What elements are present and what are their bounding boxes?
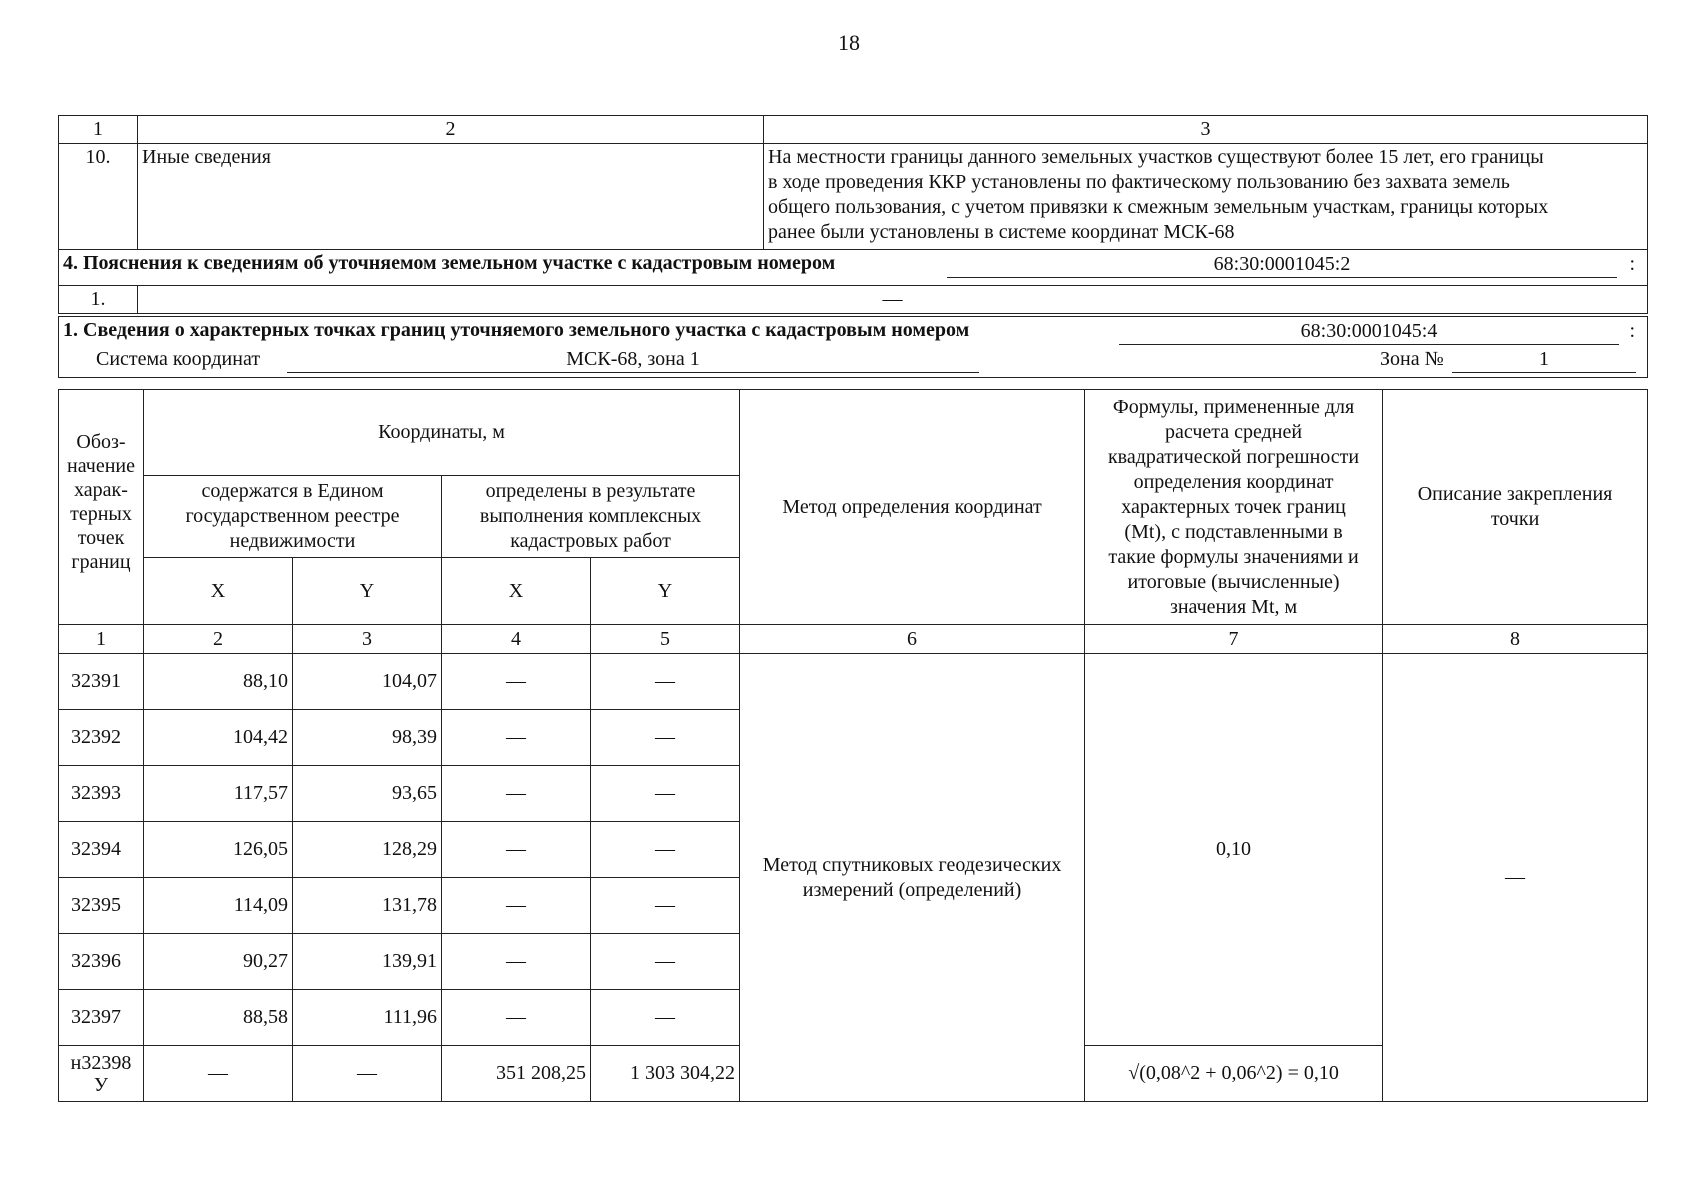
- zone-value: 1: [1452, 347, 1636, 373]
- row-10-line: На местности границы данного земельных участков существуют более 15 лет, его границы: [768, 146, 1544, 168]
- y-kkr-value: —: [591, 990, 740, 1046]
- x-kkr-value: —: [442, 878, 591, 934]
- section-4-cadastral-number: 68:30:0001045:2: [947, 252, 1617, 278]
- section-4-heading: [59, 250, 1648, 286]
- designation-header-line: точек: [77, 527, 125, 549]
- y-kkr-value: —: [591, 822, 740, 878]
- x-kkr-value: —: [442, 822, 591, 878]
- col-number-2: 2: [138, 116, 764, 144]
- section-4-row-1: [59, 286, 1648, 316]
- x-egrn-value: 90,27: [144, 934, 293, 990]
- section-4-row-number: 1.: [59, 286, 138, 316]
- info-header-row: [59, 116, 1648, 144]
- y-kkr-value: —: [591, 766, 740, 822]
- point-number: 32393: [59, 766, 144, 822]
- mt-value: 0,10: [1085, 654, 1383, 1046]
- x-kkr-value: —: [442, 990, 591, 1046]
- formulas-header-line: квадратической погрешности: [1107, 445, 1360, 468]
- point-number: 32395: [59, 878, 144, 934]
- points-table: [58, 389, 1648, 1102]
- description-header-line: точки: [1490, 508, 1540, 530]
- col-number-1: 1: [59, 625, 144, 654]
- y-kkr-value: 1 303 304,22: [591, 1046, 740, 1102]
- x-egrn-value: 114,09: [144, 878, 293, 934]
- point-number: 32392: [59, 710, 144, 766]
- formulas-header-line: Формулы, примененные для: [1112, 395, 1355, 418]
- col-number-6: 6: [740, 625, 1085, 654]
- point-number: 32394: [59, 822, 144, 878]
- section-1-heading: [59, 315, 1648, 377]
- method-value-line: Метод спутниковых геодезических: [762, 853, 1062, 876]
- x-kkr-value: —: [442, 710, 591, 766]
- formulas-header: [1085, 390, 1383, 625]
- kkr-header-line: выполнения комплексных: [479, 505, 702, 527]
- row-10-value: [764, 144, 1648, 250]
- section-4-row-value: —: [138, 286, 1648, 316]
- col-number-7: 7: [1085, 625, 1383, 654]
- info-table: [58, 115, 1648, 378]
- egrn-header: [144, 476, 442, 558]
- x-kkr-value: —: [442, 766, 591, 822]
- section-4-title: 4. Пояснения к сведениям об уточняемом земельном участке с кадастровым номером: [63, 252, 836, 274]
- description-header: [1383, 390, 1648, 625]
- point-number: 32397: [59, 990, 144, 1046]
- y-egrn-value: 139,91: [293, 934, 442, 990]
- description-header-line: Описание закрепления: [1417, 483, 1613, 505]
- col-number-3: 3: [293, 625, 442, 654]
- col-number-4: 4: [442, 625, 591, 654]
- designation-header-line: начение: [67, 455, 135, 477]
- table-row: [59, 654, 1648, 710]
- designation-header-line: границ: [71, 551, 131, 573]
- y-kkr-value: —: [591, 934, 740, 990]
- formulas-header-line: определения координат: [1133, 470, 1334, 493]
- x-kkr-value: 351 208,25: [442, 1046, 591, 1102]
- coordinate-system-value: МСК-68, зона 1: [287, 347, 979, 373]
- x-egrn-value: 88,58: [144, 990, 293, 1046]
- formulas-header-line: такие формулы значениями и: [1108, 545, 1359, 568]
- coordinates-header: Координаты, м: [144, 390, 740, 476]
- y-egrn-value: 104,07: [293, 654, 442, 710]
- col-number-3: 3: [764, 116, 1648, 144]
- y-egrn-header: Y: [293, 558, 442, 625]
- egrn-header-line: недвижимости: [229, 530, 356, 552]
- method-header: Метод определения координат: [740, 390, 1085, 625]
- page-number: 18: [838, 30, 860, 55]
- x-egrn-value: 88,10: [144, 654, 293, 710]
- kkr-header-line: кадастровых работ: [510, 530, 671, 552]
- x-egrn-value: 126,05: [144, 822, 293, 878]
- x-egrn-value: —: [144, 1046, 293, 1102]
- row-10-label: Иные сведения: [138, 144, 764, 250]
- point-number: 32396: [59, 934, 144, 990]
- section-1-heading-row: [59, 315, 1648, 377]
- y-egrn-value: 93,65: [293, 766, 442, 822]
- y-egrn-value: 111,96: [293, 990, 442, 1046]
- row-10-number: 10.: [59, 144, 138, 250]
- y-egrn-value: —: [293, 1046, 442, 1102]
- designation-header-line: терных: [70, 503, 132, 525]
- formulas-header-line: значения Mt, м: [1169, 595, 1298, 618]
- zone-label: Зона №: [1380, 348, 1444, 370]
- designation-header: [59, 390, 144, 625]
- y-kkr-value: —: [591, 710, 740, 766]
- section-1-cadastral-number: 68:30:0001045:4: [1119, 319, 1619, 345]
- x-kkr-value: —: [442, 654, 591, 710]
- section-4-colon: :: [1629, 253, 1635, 275]
- point-number: н32398 У: [59, 1046, 144, 1102]
- row-10-line: ранее были установлены в системе координат МСК-68: [768, 221, 1235, 243]
- points-header-row-1: [59, 390, 1648, 476]
- point-number: 32391: [59, 654, 144, 710]
- col-number-5: 5: [591, 625, 740, 654]
- mt-formula: √(0,08^2 + 0,06^2) = 0,10: [1085, 1046, 1383, 1102]
- egrn-header-line: содержатся в Едином: [201, 480, 384, 502]
- row-10-line: общего пользования, с учетом привязки к смежным земельным участкам, границы которых: [768, 196, 1549, 218]
- section-4-heading-row: [59, 250, 1648, 286]
- formulas-header-line: расчета средней: [1164, 420, 1303, 443]
- row-10-line: в ходе проведения ККР установлены по фактическому пользованию без захвата земель: [768, 171, 1510, 193]
- x-kkr-header: X: [442, 558, 591, 625]
- kkr-header: [442, 476, 740, 558]
- kkr-header-line: определены в результате: [485, 480, 696, 502]
- formulas-header-line: итоговые (вычисленные): [1127, 570, 1340, 593]
- y-kkr-value: —: [591, 878, 740, 934]
- method-value: [740, 654, 1085, 1102]
- col-number-1: 1: [59, 116, 138, 144]
- y-kkr-header: Y: [591, 558, 740, 625]
- coordinate-system-line: [63, 347, 1643, 374]
- egrn-header-line: государственном реестре: [185, 505, 400, 527]
- designation-header-line: Обоз-: [76, 431, 126, 453]
- description-value: —: [1383, 654, 1648, 1102]
- row-10: [59, 144, 1648, 250]
- designation-header-line: харак-: [74, 479, 128, 501]
- formulas-header-line: характерных точек границ: [1121, 495, 1346, 518]
- method-value-line: измерений (определений): [802, 878, 1022, 901]
- col-number-8: 8: [1383, 625, 1648, 654]
- section-1-title: 1. Сведения о характерных точках границ уточняемого земельного участка с кадастровым номером: [63, 319, 970, 341]
- y-egrn-value: 128,29: [293, 822, 442, 878]
- y-kkr-value: —: [591, 654, 740, 710]
- x-egrn-header: X: [144, 558, 293, 625]
- col-number-2: 2: [144, 625, 293, 654]
- x-egrn-value: 117,57: [144, 766, 293, 822]
- y-egrn-value: 131,78: [293, 878, 442, 934]
- column-numbers-row: [59, 625, 1648, 654]
- formulas-header-line: (Mt), с подставленными в: [1124, 520, 1343, 543]
- section-1-colon: :: [1629, 320, 1635, 342]
- y-egrn-value: 98,39: [293, 710, 442, 766]
- coordinate-system-label: Система координат: [96, 348, 261, 370]
- x-kkr-value: —: [442, 934, 591, 990]
- x-egrn-value: 104,42: [144, 710, 293, 766]
